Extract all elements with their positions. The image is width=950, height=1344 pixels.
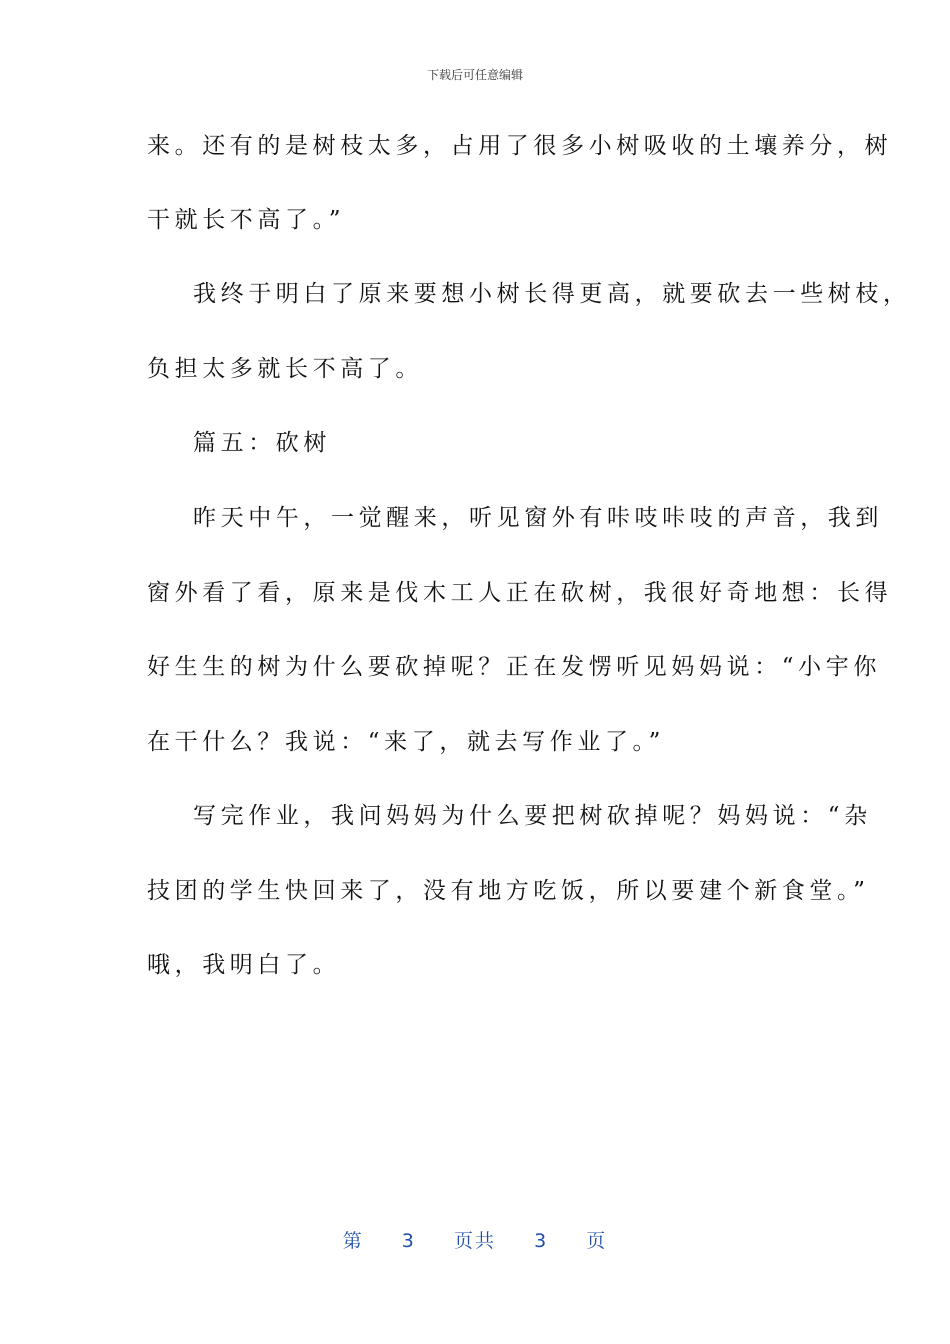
page-label-suffix: 页: [586, 1230, 608, 1252]
body-line-3: 我终于明白了原来要想小树长得更高，就要砍去一些树枝，: [193, 281, 911, 307]
body-line-7: 窗外看了看，原来是伐木工人正在砍树，我很好奇地想：长得: [147, 580, 893, 606]
page-label-prefix: 第: [342, 1230, 364, 1252]
total-pages-number: 3: [534, 1230, 549, 1252]
body-line-8: 好生生的树为什么要砍掉呢？正在发愣听见妈妈说：“小宇你: [147, 654, 881, 680]
body-line-1: 来。还有的是树枝太多，占用了很多小树吸收的土壤养分，树: [147, 133, 893, 159]
body-line-10: 写完作业，我问妈妈为什么要把树砍掉呢？妈妈说：“杂: [193, 803, 872, 829]
page-footer: [0, 1226, 950, 1253]
current-page-number: 3: [401, 1230, 416, 1252]
section-heading: 篇五：砍树: [193, 430, 331, 456]
page-label-mid: 页共: [453, 1230, 496, 1252]
body-line-9: 在干什么？我说：“来了，就去写作业了。”: [147, 729, 666, 755]
header-note: 下载后可任意编辑: [426, 68, 523, 82]
body-line-11: 技团的学生快回来了，没有地方吃饭，所以要建个新食堂。”: [147, 878, 870, 904]
body-line-2: 干就长不高了。”: [147, 207, 346, 233]
body-line-12: 哦，我明白了。: [147, 952, 341, 978]
body-line-4: 负担太多就长不高了。: [147, 356, 423, 382]
body-line-6: 昨天中午，一觉醒来，听见窗外有咔吱咔吱的声音，我到: [193, 505, 883, 531]
